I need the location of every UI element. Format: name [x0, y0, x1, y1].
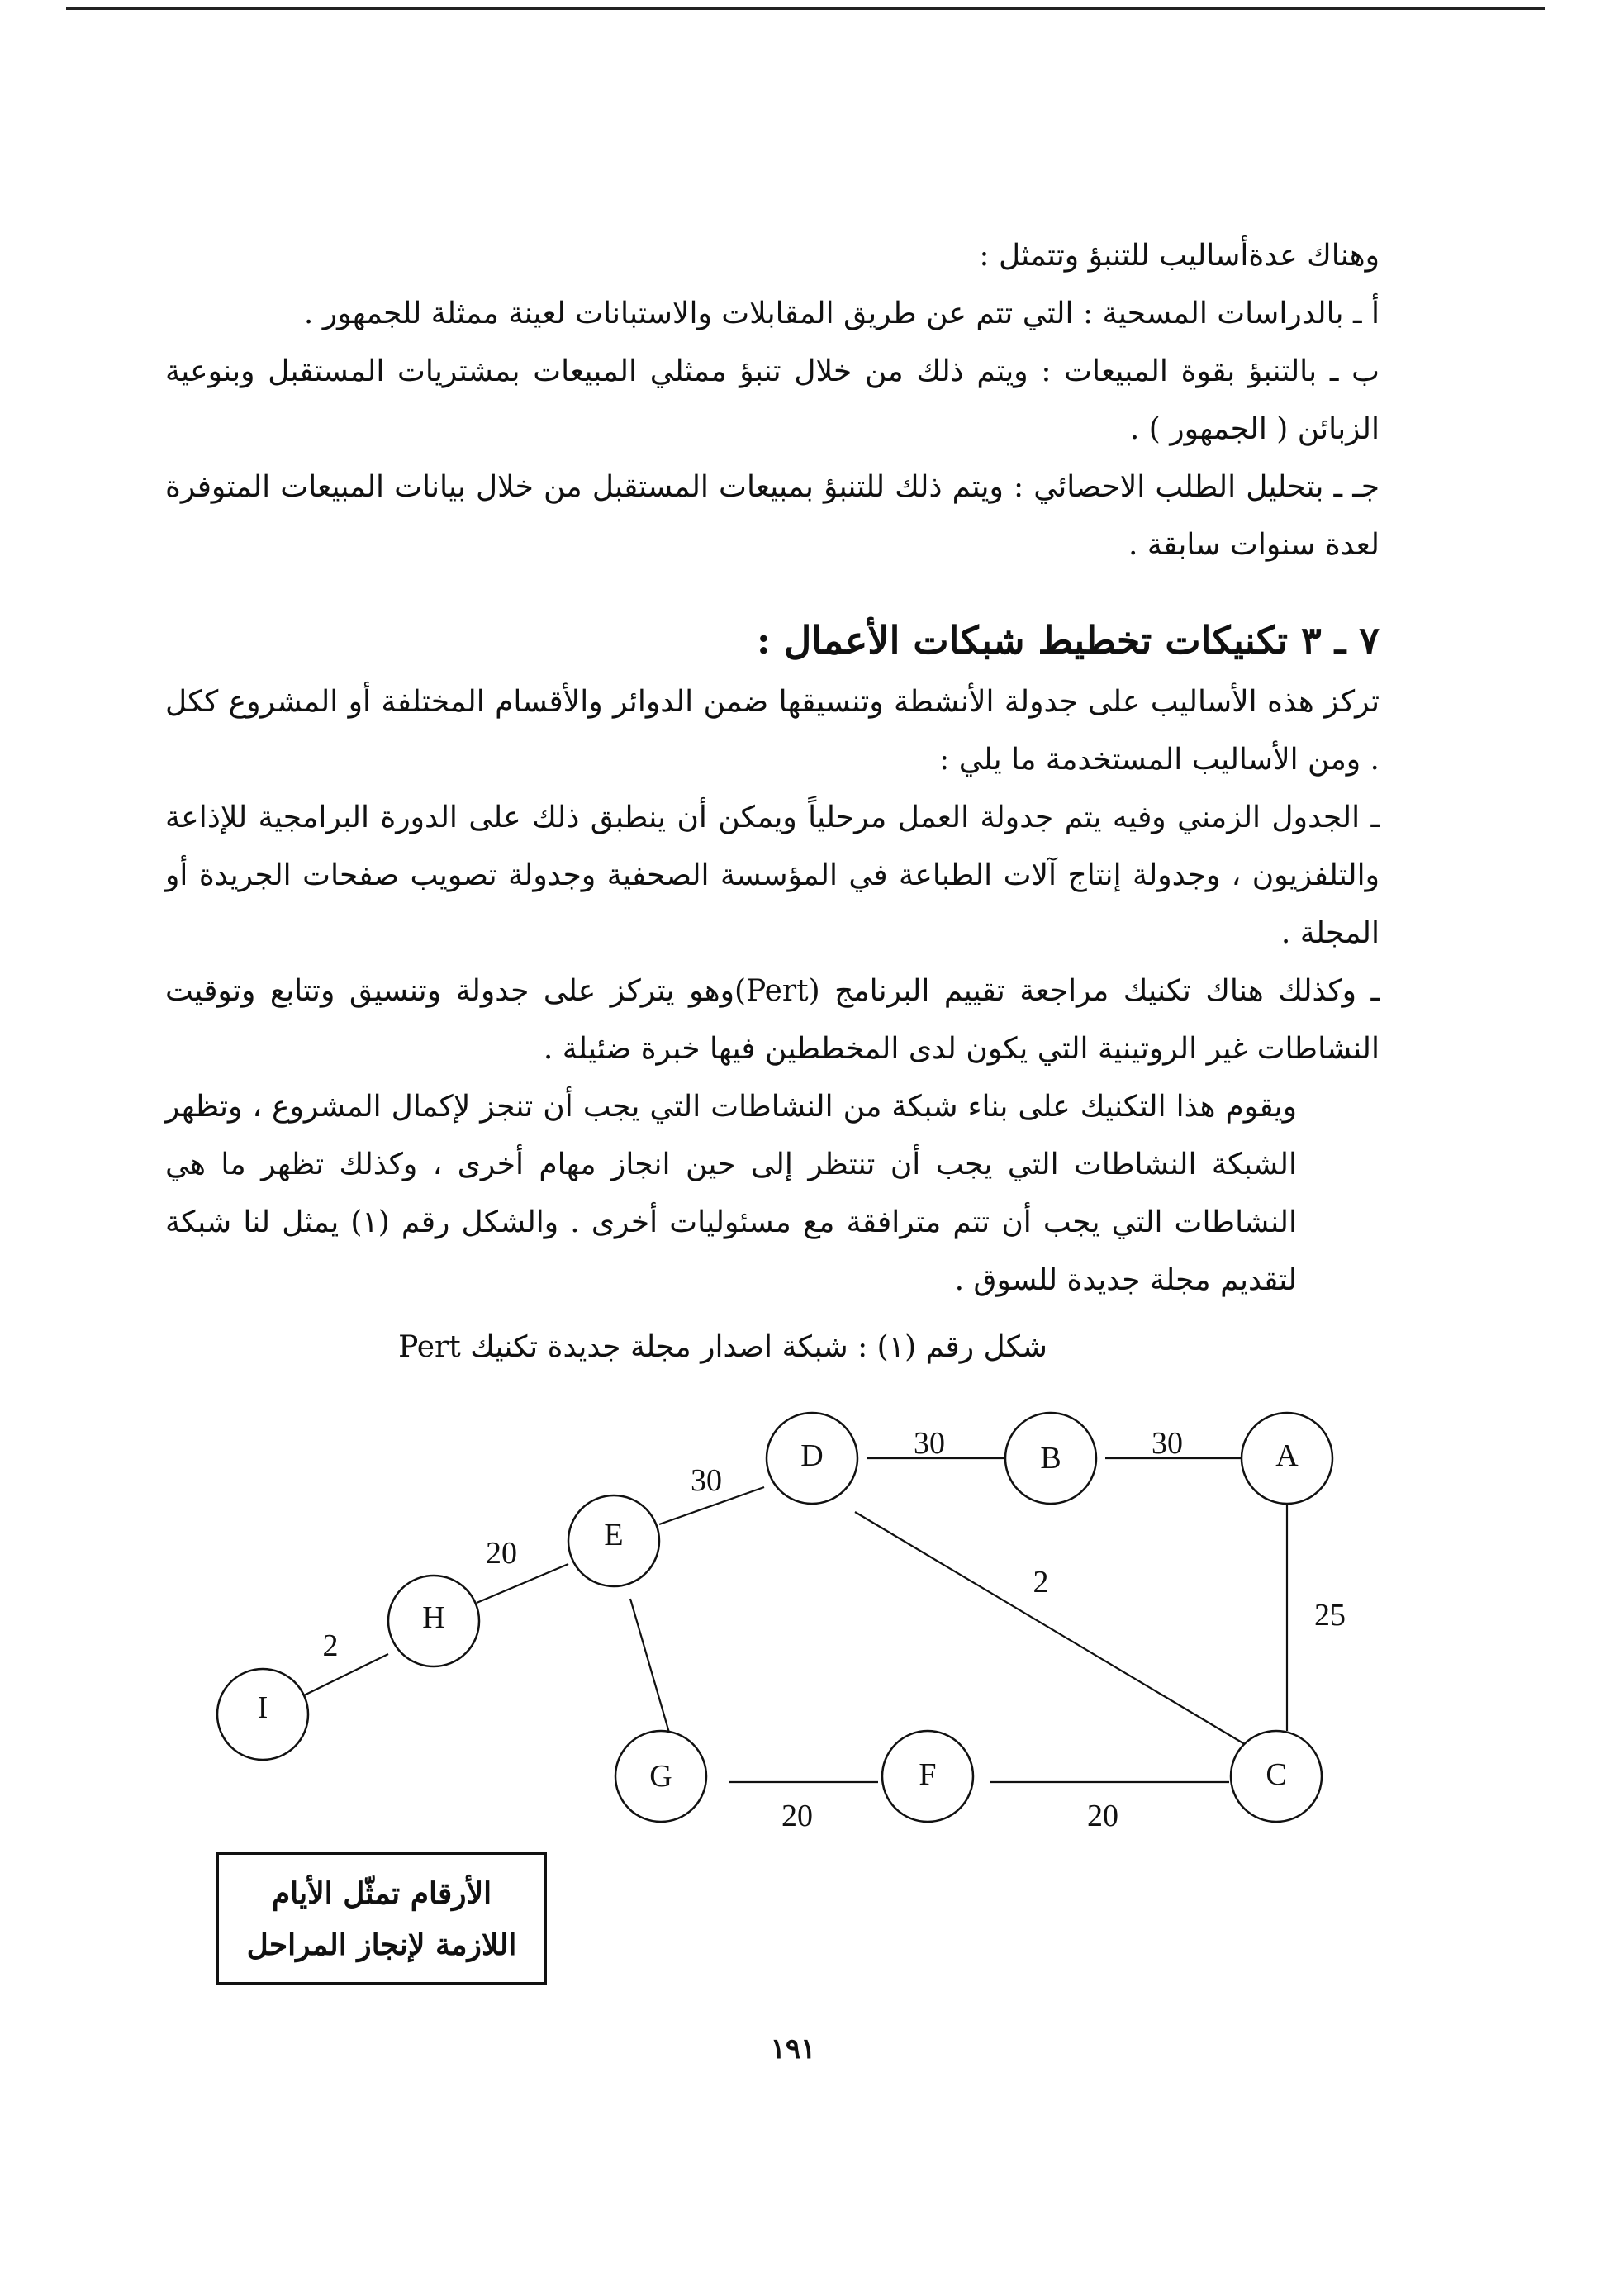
- svg-text:I: I: [257, 1690, 268, 1725]
- focus-paragraph: تركز هذه الأساليب على جدولة الأنشطة وتنسيقها ضمن الدوائر والأقسام المختلفة أو المشروع ككل . ومن الأساليب المستخدمة ما يلي :: [165, 685, 1380, 777]
- edge-e-g: [630, 1599, 669, 1733]
- legend-note-line-2: اللازمة لإنجاز المراحل: [246, 1928, 517, 1962]
- node-g: [615, 1731, 706, 1822]
- legend-note-box: [216, 1852, 547, 1985]
- node-a: [1242, 1413, 1332, 1504]
- node-b: [1005, 1413, 1096, 1504]
- edge-label-a-b: 30: [1152, 1426, 1183, 1461]
- list-item-c: جـ ـ بتحليل الطلب الاحصائي : ويتم ذلك للتنبؤ بمبيعات المستقبل من خلال بيانات المبيعات المتوفرة لعدة سنوات سابقة .: [165, 470, 1380, 562]
- node-i: [217, 1669, 308, 1760]
- edge-label-d-e: 30: [691, 1463, 722, 1498]
- pert-paragraph: ـ وكذلك هناك تكنيك مراجعة تقييم البرنامج (Pert)وهو يتركز على جدولة وتنسيق وتتابع وتوقيت النشاطات غير الروتينية التي يكون لدى المخططين فيها خبرة ضئيلة .: [165, 974, 1380, 1066]
- node-e: [568, 1495, 659, 1586]
- edge-d-c: [855, 1512, 1247, 1746]
- edge-label-a-c: 25: [1314, 1598, 1346, 1633]
- schedule-paragraph: ـ الجدول الزمني وفيه يتم جدولة العمل مرحلياً ويمكن أن ينطبق ذلك على الدورة البرامجية للإذاعة والتلفزيون ، وجدولة إنتاج آلات الطباعة في المؤسسة الصحفية وجدولة تصويب صفحات الجريدة أو المجلة .: [165, 801, 1380, 950]
- edge-label-f-c: 20: [1087, 1799, 1118, 1833]
- list-item-a: أ ـ بالدراسات المسحية : التي تتم عن طريق المقابلات والاستبانات لعينة ممثلة للجمهور .: [303, 297, 1380, 330]
- page-number: ١٩١: [770, 2032, 816, 2065]
- node-h: [388, 1576, 479, 1666]
- svg-text:G: G: [649, 1759, 672, 1794]
- edge-label-b-d: 30: [914, 1426, 945, 1461]
- edge-h-i: [304, 1654, 388, 1695]
- svg-text:A: A: [1275, 1438, 1299, 1473]
- edge-label-d-c: 2: [1033, 1565, 1049, 1600]
- node-d: [767, 1413, 857, 1504]
- svg-text:C: C: [1266, 1757, 1287, 1792]
- svg-text:B: B: [1040, 1441, 1061, 1476]
- svg-text:H: H: [422, 1600, 445, 1635]
- edge-label-h-i: 2: [322, 1628, 339, 1663]
- node-c: [1231, 1731, 1322, 1822]
- svg-text:E: E: [604, 1518, 624, 1552]
- edge-label-g-f: 20: [781, 1799, 813, 1833]
- svg-text:D: D: [800, 1438, 824, 1473]
- network-paragraph: ويقوم هذا التكنيك على بناء شبكة من النشاطات التي يجب أن تنجز لإكمال المشروع ، وتظهر الشبكة النشاطات التي يجب أن تنتظر إلى حين انجاز مهام أخرى ، وكذلك تظهر ما هي النشاطات التي يجب أن تتم مترافقة مع مسئوليات أخرى . والشكل رقم (١) يمثل لنا شبكة لتقديم مجلة جديدة للسوق .: [165, 1090, 1297, 1297]
- svg-text:F: F: [919, 1757, 937, 1792]
- intro-paragraph: وهناك عدةأساليب للتنبؤ وتتمثل :: [979, 239, 1380, 273]
- figure-caption: شكل رقم (١) : شبكة اصدار مجلة جديدة تكنيك Pert: [398, 1330, 1047, 1364]
- node-f: [882, 1731, 973, 1822]
- edge-label-e-h: 20: [486, 1536, 517, 1571]
- list-item-b: ب ـ بالتنبؤ بقوة المبيعات : ويتم ذلك من خلال تنبؤ ممثلي المبيعات بمشتريات المستقبل وبنوعية الزبائن ( الجمهور ) .: [165, 354, 1380, 446]
- legend-note-line-1: الأرقام تمثّل الأيام: [271, 1876, 492, 1911]
- section-heading: ٧ ـ ٣ تكنيكات تخطيط شبكات الأعمال :: [756, 618, 1380, 663]
